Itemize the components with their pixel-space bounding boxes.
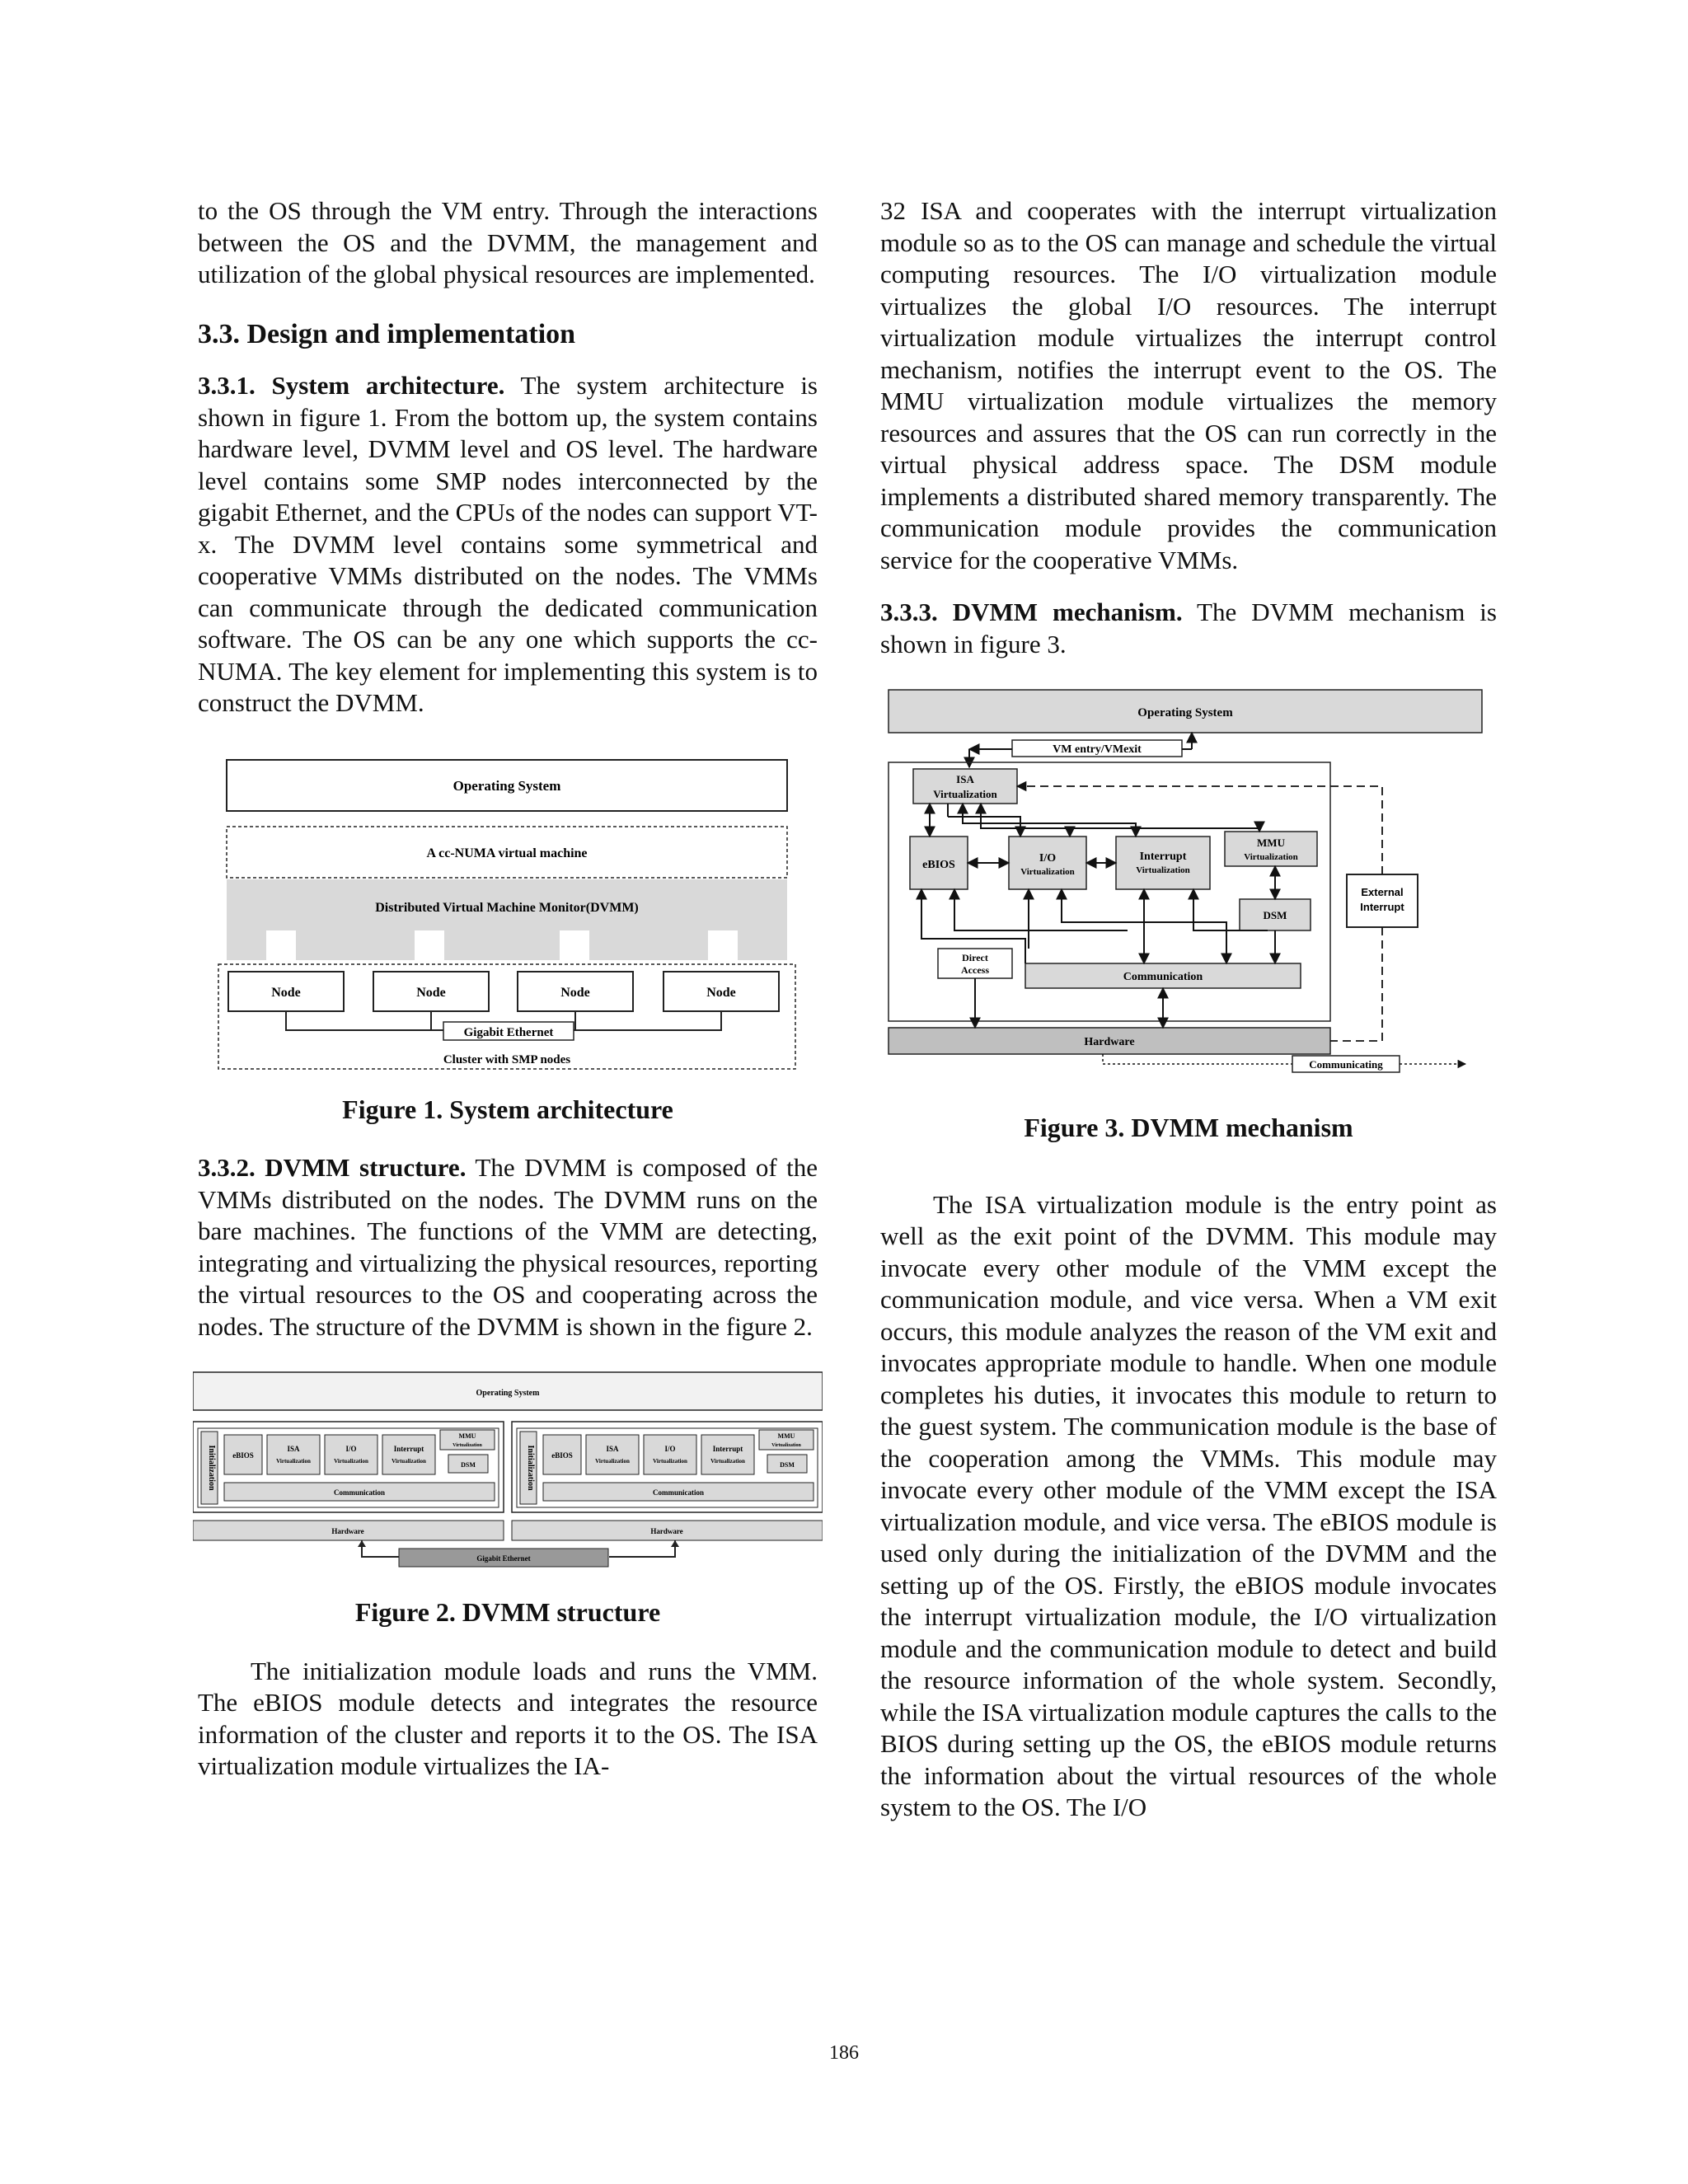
fig3-hardware-label: Hardware [1084,1036,1135,1048]
subsection-heading-3-3-1: 3.3.1. System architecture. [198,371,505,400]
paragraph-intro-cont: to the OS through the VM entry. Through the interactions between the OS and the DVMM, the management and utilization of the global physical resources are implemented. [198,196,818,288]
figure-1-system-architecture [198,748,818,1077]
fig1-node-label: Node [706,985,736,1000]
subsection-body-3-3-1: The system architecture is shown in figure 1. From the bottom up, the system contains hardware level, DVMM level and OS level. The hardware level contains some SMP nodes interconnected by the gigabit Ethernet, and the CPUs of the nodes can support VT-x. The DVMM level contains some symmetrical and cooperative VMMs distributed on the nodes. The VMMs can communicate through the dedicated communication software. The OS can be any one which supports the cc-NUMA. The key element for implementing this system is to construct the DVMM. [198,371,818,717]
fig3-isa-label: ISA [956,773,974,785]
subsection-body-3-3-2: The DVMM is composed of the VMMs distributed on the nodes. The DVMM runs on the bare machines. The functions of the VMM are detecting, integrating and virtualizing the physical resources, reporting the virtual resources to the OS and cooperating across the nodes. The structure of the DVMM is shown in the figure 2. [198,1153,818,1341]
fig1-os-label: Operating System [452,777,561,794]
fig2-ebios-label: eBIOS [232,1451,254,1460]
fig2-mmu-label: MMU [458,1432,476,1440]
fig3-vmentry-label: VM entry/VMexit [1053,743,1142,756]
paragraph-isa-module: The ISA virtualization module is the entry point as well as the exit point of the DVMM. This module may invocate every other module of the VMM except the communication module, and vice versa. When a VM exit occurs, this module analyzes the reason of the VM exit and invocates appropriate module to handle. When one module completes his duties, it invocates this module to return to the guest system. The communication module is the base of the cooperation among the VMMs. This module may invocate every other module of the VMM except the ISA virtualization module, and vice versa. The eBIOS module is used only during the initialization of the DVMM and the setting up of the OS. Firstly, the eBIOS module invocates the interrupt virtualization module, the I/O virtualization module and the communication module to detect and build the resource information of the whole system. Secondly, while the ISA virtualization module captures the calls to the BIOS during setting up the OS, the eBIOS module returns the information about the virtual resources of the whole system to the OS. The I/O [880,1189,1497,1821]
fig3-dsm-label: DSM [1263,909,1287,921]
fig2-dsm-label: DSM [461,1461,476,1469]
fig2-isa-box [586,1435,639,1474]
fig2-os-label: Operating System [476,1389,540,1398]
fig3-interrupt-box [1116,837,1210,889]
fig1-dvmm-label: Distributed Virtual Machine Monitor(DVMM) [375,900,639,915]
page-number: 186 [829,2042,859,2064]
fig3-virt-label: Virtualization [1244,852,1298,862]
fig3-interrupt-dashed [1017,786,1382,1041]
paragraph-initialization: The initialization module loads and runs the VMM. The eBIOS module detects and integrates the resource information of the cluster and reports it to the OS. The ISA virtualization module virtualizes the IA- [198,1656,818,1780]
paragraph-dvmm-structure [198,1152,818,1343]
fig1-ethernet-label: Gigabit Ethernet [463,1025,554,1039]
fig3-direct-label: Access [961,964,989,976]
figure-2-caption: Figure 2. DVMM structure [354,1597,661,1627]
fig2-hardware-label: Hardware [331,1527,364,1535]
fig2-virt-label: Virtualization [276,1458,311,1465]
section-heading-3-3: 3.3. Design and implementation [198,318,576,349]
fig2-virt-label: Virtualization [334,1458,368,1465]
paragraph-modules-cont: 32 ISA and cooperates with the interrupt virtualization module so as to the OS can manage and schedule the virtual computing resources. The I/O virtualization module virtualizes the global I/O resources. The interrupt virtualization module virtualizes the interrupt control mechanism, notifies the interrupt event to the OS. The MMU virtualization module virtualizes the memory resources and assures that the OS can run correctly in the virtual physical address space. The DSM module implements a distributed shared memory transparently. The communication module provides the communication service for the cooperative VMMs. [880,196,1497,574]
fig3-io-label: I/O [1039,852,1057,865]
fig2-interrupt-label: Interrupt [712,1445,743,1453]
fig2-comm-label: Communication [333,1488,386,1497]
fig1-node-label: Node [271,985,301,1000]
figure-1-caption: Figure 1. System architecture [342,1094,673,1124]
fig3-communicating-path [1103,1054,1292,1064]
fig2-interrupt-box [701,1435,754,1474]
right-column [880,195,1497,1824]
fig2-init-label: Initialization [207,1445,216,1491]
fig3-virt-label: Virtualization [1020,867,1075,877]
fig2-init-label: Initialization [526,1445,535,1491]
fig2-dsm-label: DSM [780,1461,795,1469]
figure-3-caption: Figure 3. DVMM mechanism [1024,1113,1353,1142]
fig3-mmu-label: MMU [1257,837,1285,849]
fig2-virt-label: Virtualization [452,1443,482,1448]
fig2-isa-label: ISA [287,1445,300,1453]
subsection-heading-3-3-3: 3.3.3. DVMM mechanism. [880,598,1183,626]
subsection-body-3-3-3: The DVMM mechanism is shown in figure 3. [880,598,1497,658]
fig2-ebios-label: eBIOS [551,1451,573,1460]
fig2-virt-label: Virtualization [710,1458,745,1465]
fig2-virt-label: Virtualization [771,1443,801,1448]
fig2-vmm-right [512,1422,823,1540]
fig3-connectors [921,804,1275,1028]
fig2-interrupt-label: Interrupt [393,1445,424,1453]
fig3-communicating-label: Communicating [1309,1058,1383,1071]
fig3-external-label: Interrupt [1360,901,1404,913]
fig2-io-box [644,1435,696,1474]
fig2-comm-label: Communication [652,1488,705,1497]
paragraph-system-architecture [198,370,818,719]
fig2-arrowheads [358,1540,679,1547]
fig1-dvmm-band [227,879,787,960]
fig2-io-label: I/O [345,1445,357,1453]
fig1-cluster-label: Cluster with SMP nodes [443,1052,571,1066]
paragraph-dvmm-mechanism [880,597,1497,660]
fig3-comm-label: Communication [1123,971,1203,983]
fig2-ethernet-label: Gigabit Ethernet [476,1554,531,1563]
fig2-io-box [325,1435,377,1474]
fig3-external-label: External [1361,886,1404,898]
fig2-io-label: I/O [664,1445,676,1453]
fig1-vm-label: A cc-NUMA virtual machine [426,846,588,860]
fig3-os-label: Operating System [1137,706,1233,719]
fig2-virt-label: Virtualization [392,1458,426,1465]
fig3-virt-label: Virtualization [933,788,997,800]
fig1-node-label: Node [416,985,446,1000]
fig2-isa-label: ISA [606,1445,619,1453]
fig1-nodes [228,972,779,1011]
fig2-isa-box [267,1435,320,1474]
fig3-interrupt-label: Interrupt [1139,851,1187,863]
fig3-direct-label: Direct [962,952,988,963]
fig3-ebios-label: eBIOS [922,859,955,871]
figure-3-dvmm-mechanism [880,683,1497,1095]
fig2-hardware-label: Hardware [650,1527,683,1535]
subsection-heading-3-3-2: 3.3.2. DVMM structure. [198,1153,467,1182]
fig2-virt-label: Virtualization [653,1458,687,1465]
fig2-vmm-left [193,1422,504,1540]
fig3-virt-label: Virtualization [1136,865,1190,875]
fig2-interrupt-box [382,1435,435,1474]
fig2-mmu-label: MMU [777,1432,795,1440]
fig1-node-label: Node [560,985,590,1000]
figure-2-dvmm-structure [193,1371,823,1568]
left-column [198,195,818,1783]
fig2-virt-label: Virtualization [595,1458,630,1465]
